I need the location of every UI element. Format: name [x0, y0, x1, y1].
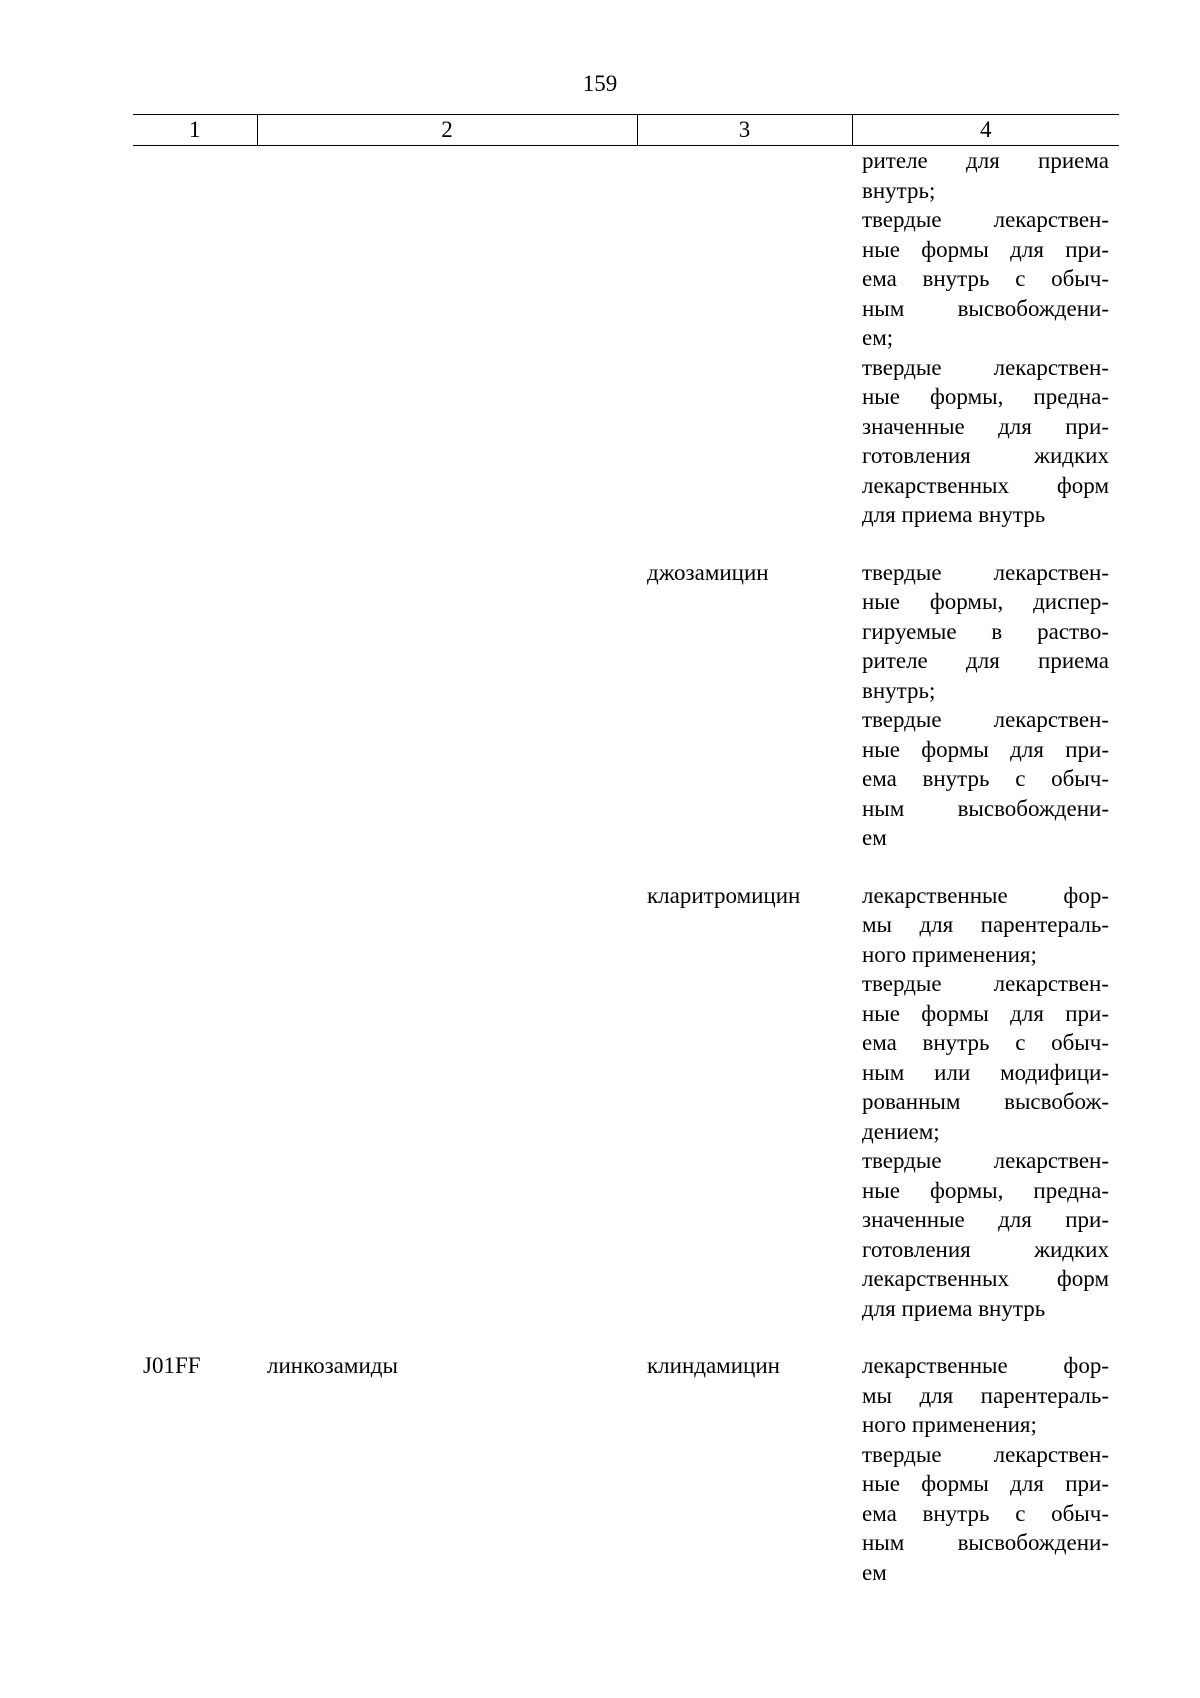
group-name-cell [257, 146, 637, 530]
dosage-form-line: ного применения; [862, 941, 1037, 967]
dosage-form-line: значенные для при- [862, 413, 1109, 439]
dosage-form-line: ные формы для при- [862, 1471, 1109, 1496]
dosage-form-line: ные формы, предна- [862, 384, 1109, 409]
dosage-forms-cell [852, 530, 1119, 853]
drug-table [133, 114, 1119, 1587]
group-name-cell [257, 530, 637, 853]
dosage-forms-cell [852, 146, 1119, 530]
dosage-form-line: лекарственные фор- [862, 1353, 1109, 1378]
atc-code-cell [133, 853, 257, 1324]
drug-name-cell [637, 146, 852, 530]
dosage-form-line: ные формы для при- [862, 736, 1109, 762]
dosage-form-line: внутрь; [862, 177, 936, 203]
dosage-form-line: твердые лекарствен- [862, 559, 1109, 585]
atc-code-cell [133, 146, 257, 530]
dosage-form-line: ем [862, 1559, 887, 1585]
dosage-forms-cell [852, 853, 1119, 1324]
group-name-cell: линкозамиды [267, 1353, 398, 1378]
dosage-form-line: ные формы, предна- [862, 1177, 1109, 1203]
dosage-form-line: внутрь; [862, 677, 936, 703]
dosage-form-line: рителе для приема [862, 148, 1109, 173]
dosage-form-line: ного применения; [862, 1412, 1037, 1437]
dosage-form-line: ема внутрь с обыч- [862, 1500, 1109, 1526]
table-row [133, 530, 1119, 853]
dosage-form-line: значенные для при- [862, 1207, 1109, 1232]
dosage-form-line: дением; [862, 1118, 940, 1144]
dosage-form-line: твердые лекарствен- [862, 1441, 1109, 1467]
dosage-forms-cell [852, 1323, 1119, 1587]
dosage-form-line: твердые лекарствен- [862, 354, 1109, 380]
dosage-form-line: мы для парентераль- [862, 1382, 1109, 1408]
header-col-2: 2 [257, 115, 637, 146]
drug-name-cell: кларитромицин [647, 882, 801, 908]
dosage-form-line: ем; [862, 325, 894, 350]
table-row [133, 146, 1119, 530]
dosage-form-line: ные формы для при- [862, 1000, 1109, 1026]
dosage-form-line: для приема внутрь [862, 502, 1046, 527]
dosage-form-line: лекарственных форм [862, 1266, 1109, 1291]
table-header-row [133, 115, 1119, 146]
atc-code-cell [133, 530, 257, 853]
table-row [133, 853, 1119, 1324]
dosage-form-line: ным высвобождени- [862, 795, 1109, 821]
dosage-form-line: ема внутрь с обыч- [862, 266, 1109, 291]
dosage-form-line: ные формы для при- [862, 236, 1109, 262]
table-row [133, 1323, 1119, 1587]
dosage-form-line: ема внутрь с обыч- [862, 1030, 1109, 1055]
dosage-form-line: гируемые в раство- [862, 618, 1109, 644]
dosage-form-line: мы для парентераль- [862, 912, 1109, 937]
dosage-form-line: готовления жидких [862, 443, 1109, 468]
dosage-form-line: ным высвобождени- [862, 1530, 1109, 1555]
dosage-form-line: твердые лекарствен- [862, 971, 1109, 996]
header-col-1: 1 [133, 115, 257, 146]
dosage-form-line: твердые лекарствен- [862, 207, 1109, 232]
dosage-form-line: твердые лекарствен- [862, 707, 1109, 732]
atc-code-cell: J01FF [143, 1353, 201, 1378]
dosage-form-line: рованным высвобож- [862, 1089, 1109, 1114]
dosage-form-line: ные формы, диспер- [862, 589, 1109, 614]
dosage-form-line: для приема внутрь [862, 1295, 1046, 1321]
header-col-3: 3 [637, 115, 852, 146]
dosage-form-line: лекарственные фор- [862, 882, 1109, 908]
dosage-form-line: готовления жидких [862, 1236, 1109, 1262]
dosage-form-line: рителе для приема [862, 648, 1109, 673]
dosage-form-line: ным высвобождени- [862, 295, 1109, 321]
dosage-form-line: твердые лекарствен- [862, 1148, 1109, 1173]
header-col-4: 4 [852, 115, 1119, 146]
drug-name-cell: джозамицин [647, 559, 769, 585]
dosage-form-line: ным или модифици- [862, 1059, 1109, 1085]
dosage-form-line: ем [862, 825, 887, 850]
dosage-form-line: лекарственных форм [862, 472, 1109, 498]
group-name-cell [257, 853, 637, 1324]
table-body [133, 146, 1119, 1588]
drug-name-cell: клиндамицин [647, 1353, 780, 1378]
dosage-form-line: ема внутрь с обыч- [862, 766, 1109, 791]
page-number: 159 [582, 71, 618, 96]
